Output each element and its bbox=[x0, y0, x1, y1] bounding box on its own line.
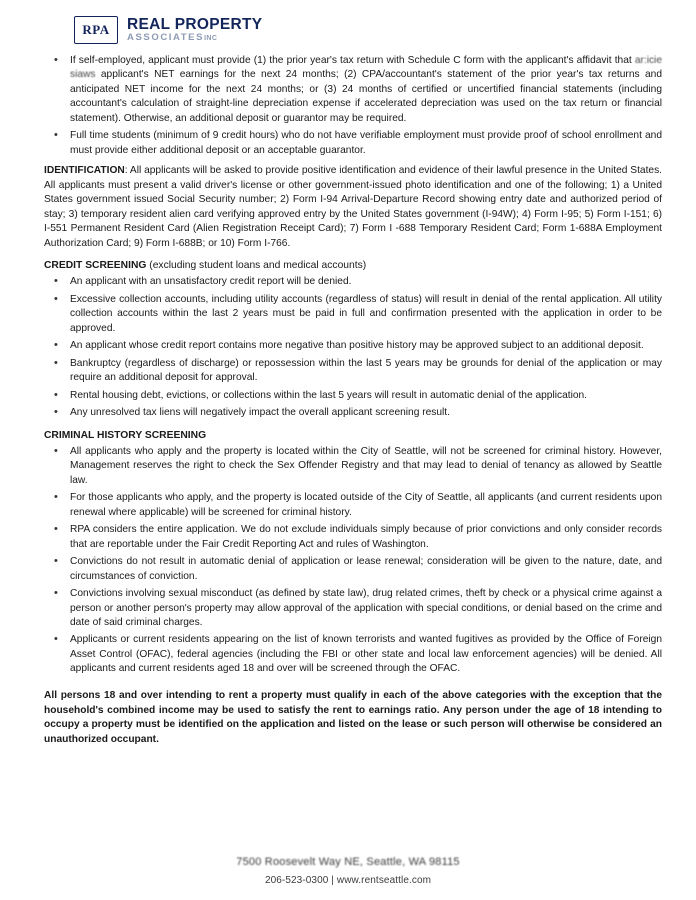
bullet-text-part: If self-employed, applicant must provide (1) the prior year's tax return with Schedule C form with the applicant's affidavit that bbox=[70, 55, 635, 66]
identification-heading: IDENTIFICATION bbox=[44, 165, 125, 177]
company-subtitle bbox=[127, 33, 262, 43]
list-item: • An applicant whose credit report contains more negative than positive history may be approved subject to an additional deposit. bbox=[44, 339, 662, 353]
company-logo bbox=[74, 16, 662, 44]
rpa-logo-icon bbox=[74, 16, 118, 44]
bullet-text-part: applicant's NET earnings for the next 24 months; (2) CPA/accountant's statement of the prior year's tax returns and anticipated NET income for the next 24 months; or (3) 24 months of certified or uncertified financial statements (including accountant's calculation of straight-line depreciation expense if accelerated depreciation was used on the tax return or financial statement). Otherwise, an additional deposit or guarantor may be required. bbox=[70, 69, 662, 124]
footer-website-link[interactable]: www.rentseattle.com bbox=[336, 875, 432, 886]
identification-paragraph bbox=[44, 164, 662, 251]
top-bullet-list bbox=[44, 54, 662, 158]
credit-screening-heading-text: CREDIT SCREENING bbox=[44, 260, 147, 272]
footer-phone: 206-523-0300 bbox=[264, 875, 329, 886]
credit-screening-heading bbox=[44, 260, 662, 271]
bullet-text-part: Full time students (minimum of 9 credit hours) who do not have verifiable employment must provide proof of school enrollment and must provide either additional deposit or an acceptable guarantor. bbox=[70, 130, 662, 156]
identification-section bbox=[44, 164, 662, 251]
identification-body: : All applicants will be asked to provide positive identification and evidence of their lawful presence in the United States. All applicants must present a valid driver's license or other government-issued photo identification and one of the following; 1) a United States government issued Social Security number; 2) Form I-94 Arrival-Departure Record showing entry date and authorized period of stay; 3) temporary resident alien card verifying approved entry by the United States government (I-94W); 4) Form I-95; 5) Form I-151; 6) I-551 Permanent Resident Card (Alien Registration Receipt Card); 7) Form I -688 Temporary Resident Card; Form 1-688A Employment Authorization Card; 9) Form I-688B; or 10) Form I-766. bbox=[44, 165, 662, 249]
list-item: • RPA considers the entire application. We do not exclude individuals simply because of prior convictions and only consider records that are reportable under the Fair Credit Reporting Act and rules of Washington. bbox=[44, 523, 662, 552]
footer-address: 7500 Roosevelt Way NE, Seattle, WA 98115 bbox=[236, 856, 460, 868]
list-item: • Bankruptcy (regardless of discharge) or repossession within the last 5 years may be grounds for denial of the application or may require an additional deposit for approval. bbox=[44, 357, 662, 386]
list-item: • An applicant with an unsatisfactory credit report will be denied. bbox=[44, 275, 662, 289]
credit-screening-bullets bbox=[44, 275, 662, 420]
list-item: • For those applicants who apply, and the property is located outside of the City of Seattle, all applicants (and current residents upon renewal where applicable) will be screened for criminal history. bbox=[44, 491, 662, 520]
criminal-screening-heading: CRIMINAL HISTORY SCREENING bbox=[44, 429, 207, 441]
criminal-screening-section bbox=[44, 430, 662, 677]
closing-statement: All persons 18 and over intending to rent a property must qualify in each of the above categories with the exception that the household's combined income may be used to satisfy the rent to earnings ratio. Any person under the age of 18 intending to occupy a property must be identified on the application and listed on the lease or such person will otherwise be considered an unauthorized occupant. bbox=[44, 689, 662, 746]
page-footer bbox=[0, 856, 696, 886]
list-item bbox=[44, 129, 662, 158]
criminal-screening-bullets bbox=[44, 445, 662, 677]
logo-wordmark bbox=[127, 17, 262, 42]
list-item: • Any unresolved tax liens will negatively impact the overall applicant screening result. bbox=[44, 406, 662, 420]
list-item: • Applicants or current residents appearing on the list of known terrorists and wanted fugitives as provided by the Office of Foreign Asset Control (OFAC), federal agencies (including the FBI or other state and local law enforcement agencies) will be denied. All applicants and current residents aged 18 and over will be screened through the OFAC. bbox=[44, 633, 662, 676]
logo-mark-text: RPA bbox=[82, 22, 110, 37]
footer-separator: | bbox=[328, 875, 337, 886]
list-item bbox=[44, 54, 662, 126]
list-item: • Rental housing debt, evictions, or collections within the last 5 years will result in automatic denial of the application. bbox=[44, 389, 662, 403]
list-item: • Convictions involving sexual misconduct (as defined by state law), drug related crimes, theft by check or a physical crime against a person or another person's property may allow approval of the application with special conditions, or denial based on the crime and date of said criminal charges. bbox=[44, 587, 662, 630]
list-item: • All applicants who apply and the property is located within the City of Seattle, will not be screened for criminal history. However, Management reserves the right to check the Sex Offender Registry and that may lead to denial of tenancy as allowed by Seattle law. bbox=[44, 445, 662, 488]
list-item: • Convictions do not result in automatic denial of application or lease renewal; consideration will be given to the nature, date, and circumstances of conviction. bbox=[44, 555, 662, 584]
credit-screening-section bbox=[44, 260, 662, 420]
footer-contact bbox=[0, 875, 696, 886]
list-item: • Excessive collection accounts, including utility accounts (regardless of status) will result in denial of the rental application. All utility collection accounts within the last 2 years must be paid in full and confirmation presented with the application in order to be approved. bbox=[44, 293, 662, 336]
company-suffix: INC bbox=[204, 35, 218, 43]
company-subtitle-text: ASSOCIATES bbox=[127, 32, 205, 44]
bullet-text-blurred: ar:icie siaws bbox=[70, 55, 662, 81]
credit-screening-heading-note: (excluding student loans and medical accounts) bbox=[146, 260, 367, 272]
company-name: REAL PROPERTY bbox=[127, 16, 263, 34]
